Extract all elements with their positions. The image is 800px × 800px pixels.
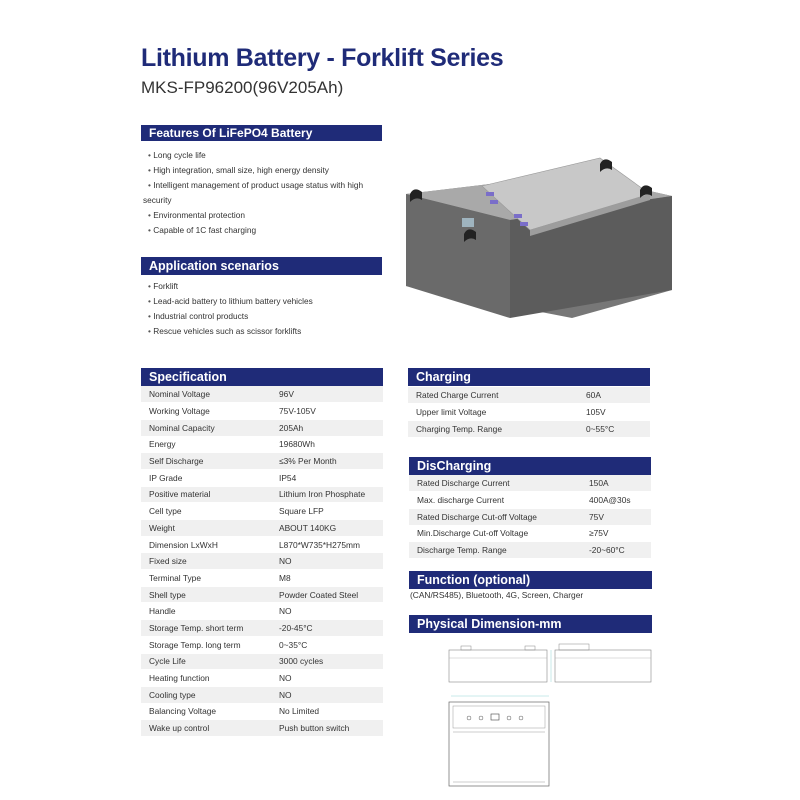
specification-table	[141, 386, 383, 737]
charging-heading: Charging	[408, 368, 650, 386]
table-row: Cell type Square LFP	[141, 503, 383, 520]
list-item: • Forklift	[148, 279, 313, 294]
list-item: • Lead-acid battery to lithium battery vehicles	[148, 294, 313, 309]
list-item: • Capable of 1C fast charging	[148, 223, 363, 238]
table-row: Handle NO	[141, 603, 383, 620]
table-row: Working Voltage 75V-105V	[141, 403, 383, 420]
table-row: Rated Discharge Cut-off Voltage 75V	[409, 508, 651, 525]
table-row: Wake up control Push button switch	[141, 720, 383, 737]
table-row: Nominal Capacity 205Ah	[141, 419, 383, 436]
list-item: • Intelligent management of product usage status with high	[148, 178, 363, 193]
table-row: Fixed size NO	[141, 553, 383, 570]
table-row: Balancing Voltage No Limited	[141, 703, 383, 720]
table-row: Max. discharge Current 400A@30s	[409, 492, 651, 509]
list-item: • Environmental protection	[148, 208, 363, 223]
table-row: Nominal Voltage 96V	[141, 386, 383, 403]
list-item: • High integration, small size, high energy density	[148, 163, 363, 178]
table-row: Cycle Life 3000 cycles	[141, 653, 383, 670]
table-row: Storage Temp. short term -20-45°C	[141, 620, 383, 637]
model-number: MKS-FP96200(96V205Ah)	[141, 78, 344, 97]
table-row: Weight ABOUT 140KG	[141, 520, 383, 537]
table-row: Min.Discharge Cut-off Voltage ≥75V	[409, 525, 651, 542]
table-row: Shell type Powder Coated Steel	[141, 586, 383, 603]
table-row: Storage Temp. long term 0~35°C	[141, 636, 383, 653]
table-row: Positive material Lithium Iron Phosphate	[141, 486, 383, 503]
applications-list	[148, 279, 313, 339]
discharging-heading: DisCharging	[409, 457, 651, 475]
table-row: Dimension LxWxH L870*W735*H275mm	[141, 536, 383, 553]
discharging-table	[409, 475, 651, 559]
table-row: Charging Temp. Range 0~55°C	[408, 420, 650, 437]
applications-heading: Application scenarios	[141, 257, 382, 275]
table-row: Self Discharge ≤3% Per Month	[141, 453, 383, 470]
features-heading: Features Of LiFePO4 Battery	[141, 125, 382, 141]
list-item: security	[143, 195, 172, 205]
table-row: Heating function NO	[141, 670, 383, 687]
dimension-heading: Physical Dimension-mm	[409, 615, 652, 633]
table-row: Cooling type NO	[141, 686, 383, 703]
specification-heading: Specification	[141, 368, 383, 386]
page-title: Lithium Battery - Forklift Series	[141, 44, 504, 72]
features-list	[143, 148, 364, 238]
dimension-drawing	[445, 640, 655, 790]
function-description: (CAN/RS485), Bluetooth, 4G, Screen, Charger	[410, 590, 584, 600]
list-item: • Industrial control products	[148, 309, 313, 324]
battery-product-image	[404, 150, 676, 320]
charging-table	[408, 387, 650, 438]
table-row: Energy 19680Wh	[141, 436, 383, 453]
function-heading: Function (optional)	[409, 571, 652, 589]
table-row: Terminal Type M8	[141, 570, 383, 587]
table-row: Rated Discharge Current 150A	[409, 475, 651, 492]
list-item: • Rescue vehicles such as scissor forklifts	[148, 324, 313, 339]
table-row: Upper limit Voltage 105V	[408, 404, 650, 421]
list-item: • Long cycle life	[148, 148, 363, 163]
table-row: Rated Charge Current 60A	[408, 387, 650, 404]
table-row: Discharge Temp. Range -20~60°C	[409, 542, 651, 559]
table-row: IP Grade IP54	[141, 469, 383, 486]
